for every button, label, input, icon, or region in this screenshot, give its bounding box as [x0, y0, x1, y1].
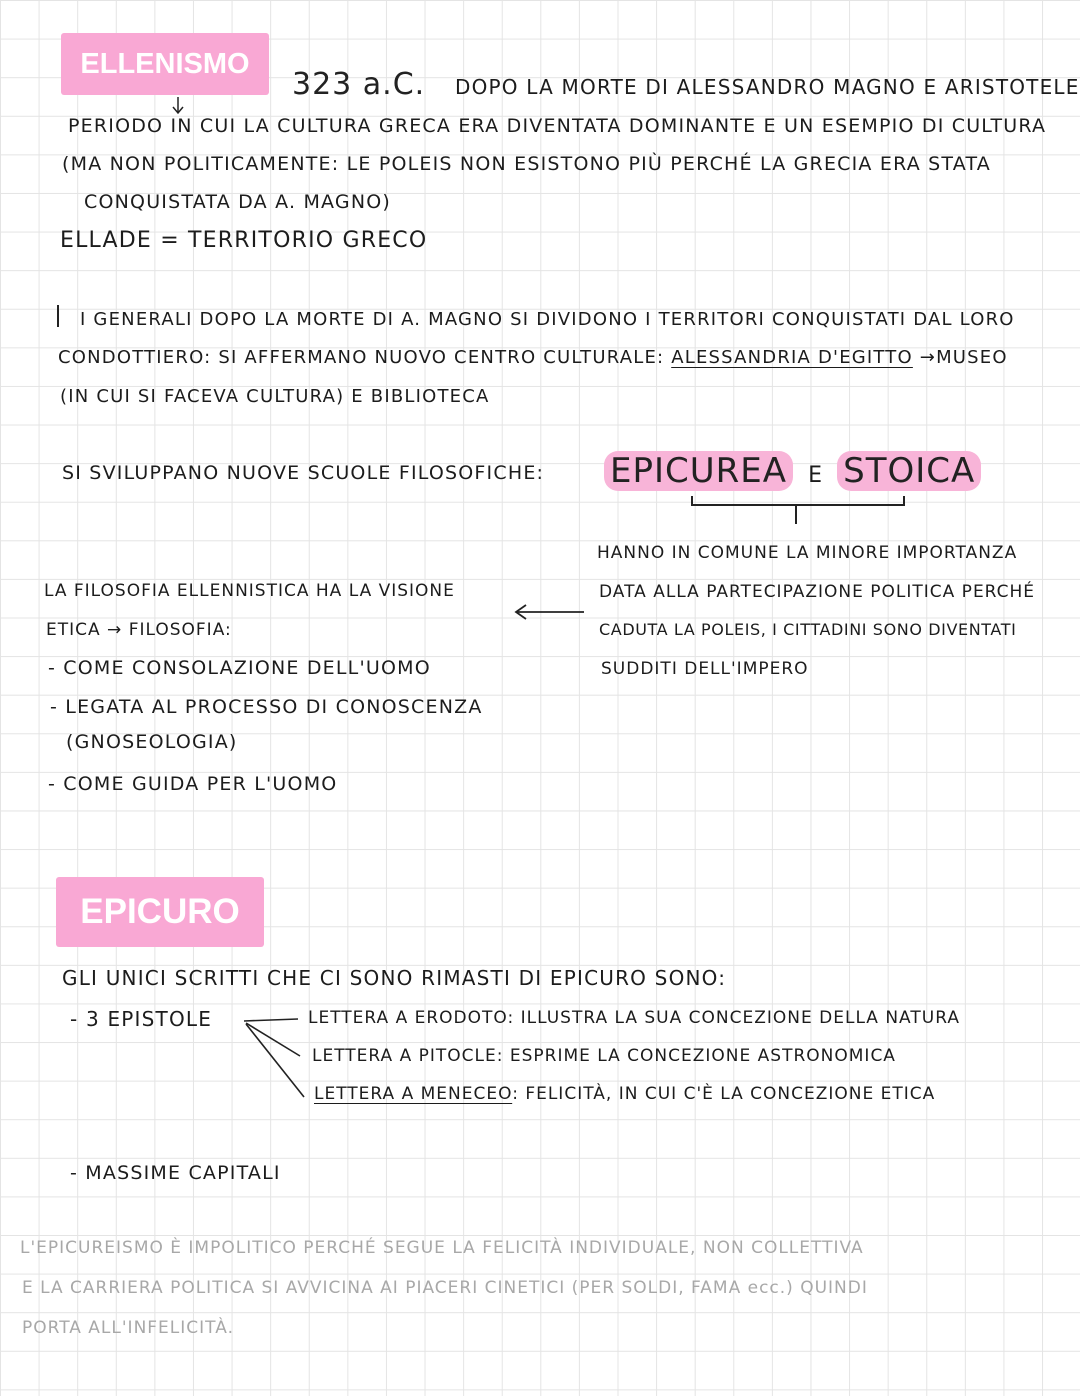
visione-item-2-note: (GNOSEOLOGIA) [66, 731, 238, 753]
impolitico-line3: PORTA ALL'INFELICITÀ. [22, 1318, 234, 1338]
lettera-pitocle-name: LETTERA A PITOCLE [312, 1046, 497, 1066]
date-year: 323 a.C. [292, 67, 426, 102]
comune-line3: CADUTA LA POLEIS, I CITTADINI SONO DIVENTATI [599, 620, 1017, 639]
generali-line3: (IN CUI SI FACEVA CULTURA) E BIBLIOTECA [60, 386, 490, 407]
and-text: E [808, 463, 823, 488]
impolitico-line2: E LA CARRIERA POLITICA SI AVVICINA AI PIACERI CINETICI (PER SOLDI, FAMA ecc.) QUINDI [22, 1278, 868, 1298]
visione-item-2: - LEGATA AL PROCESSO DI CONOSCENZA [50, 696, 483, 718]
lettera-meneceo-name: LETTERA A MENECEO [314, 1084, 513, 1104]
scuole-intro: SI SVILUPPANO NUOVE SCUOLE FILOSOFICHE: [62, 462, 545, 484]
generali-line2 [58, 347, 1008, 368]
ellenismo-definition-line3: CONQUISTATA DA A. MAGNO) [84, 191, 392, 213]
date-note: DOPO LA MORTE DI ALESSANDRO MAGNO E ARISTOTELE [455, 75, 1080, 99]
museo-text: →MUSEO [919, 347, 1008, 368]
generali-line1: I GENERALI DOPO LA MORTE DI A. MAGNO SI DIVIDONO I TERRITORI CONQUISTATI DAL LORO [80, 309, 1015, 330]
epistole-label: - 3 EPISTOLE [70, 1007, 213, 1031]
impolitico-line1: L'EPICUREISMO È IMPOLITICO PERCHÉ SEGUE LA FELICITÀ INDIVIDUALE, NON COLLETTIVA [20, 1238, 864, 1258]
generali-line2-text: CONDOTTIERO: SI AFFERMANO NUOVO CENTRO CULTURALE: [58, 347, 665, 368]
comune-line2: DATA ALLA PARTECIPAZIONE POLITICA PERCHÉ [599, 582, 1036, 602]
lettera-meneceo-desc: : FELICITÀ, IN CUI C'È LA CONCEZIONE ETICA [512, 1084, 936, 1104]
comune-line4: SUDDITI DELL'IMPERO [601, 659, 809, 679]
comune-line1: HANNO IN COMUNE LA MINORE IMPORTANZA [597, 543, 1018, 563]
lettera-meneceo [314, 1084, 935, 1104]
stoica-highlight: STOICA [837, 451, 981, 491]
ellenismo-title: ELLENISMO [61, 33, 269, 95]
lettera-pitocle [312, 1046, 896, 1066]
visione-line2: ETICA → FILOSOFIA: [46, 620, 232, 640]
ellenismo-definition-line2: (MA NON POLITICAMENTE: LE POLEIS NON ESISTONO PIÙ PERCHÉ LA GRECIA ERA STATA [62, 153, 991, 175]
epicurea-highlight: EPICUREA [604, 451, 793, 491]
epicuro-title: EPICURO [56, 877, 264, 947]
epicuro-intro: GLI UNICI SCRITTI CHE CI SONO RIMASTI DI EPICURO SONO: [62, 966, 727, 990]
visione-item-1: - COME CONSOLAZIONE DELL'UOMO [48, 657, 431, 679]
lettera-pitocle-desc: : ESPRIME LA CONCEZIONE ASTRONOMICA [496, 1046, 896, 1066]
lettera-erodoto-name: LETTERA A ERODOTO [308, 1008, 508, 1028]
alessandria-link-text: ALESSANDRIA D'EGITTO [671, 347, 913, 368]
lettera-erodoto [308, 1008, 960, 1028]
massime-capitali: - MASSIME CAPITALI [70, 1162, 281, 1184]
visione-line1: LA FILOSOFIA ELLENNISTICA HA LA VISIONE [44, 581, 455, 601]
scuole-names [604, 451, 981, 491]
ellenismo-definition-line1: PERIODO IN CUI LA CULTURA GRECA ERA DIVENTATA DOMINANTE E UN ESEMPIO DI CULTURA [68, 115, 1047, 137]
lettera-erodoto-desc: : ILLUSTRA LA SUA CONCEZIONE DELLA NATURA [507, 1008, 960, 1028]
visione-item-3: - COME GUIDA PER L'UOMO [48, 773, 338, 795]
ellade-definition: ELLADE = TERRITORIO GRECO [60, 228, 428, 253]
